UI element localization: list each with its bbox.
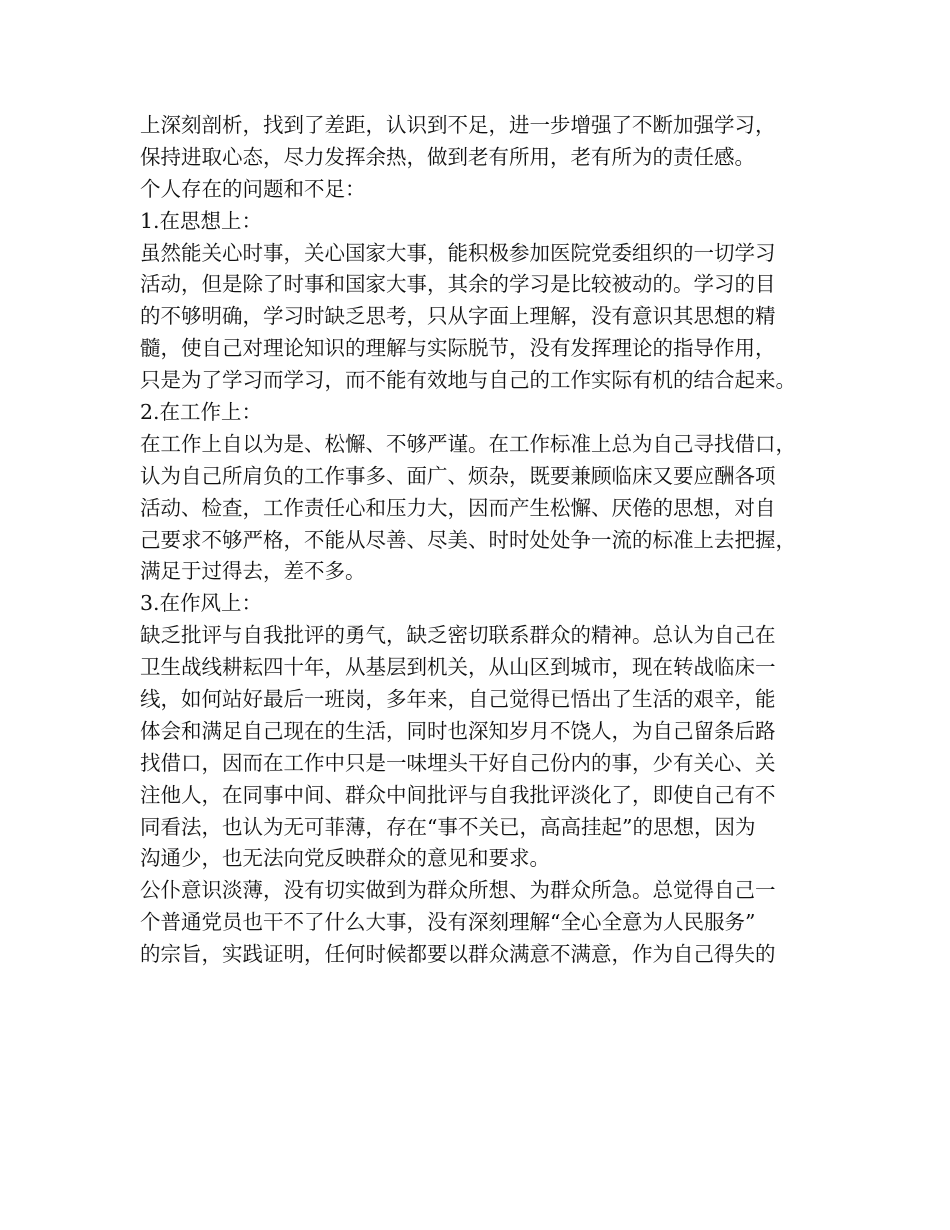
text-line: 只是为了学习而学习，而不能有效地与自己的工作实际有机的结合起来。	[140, 368, 796, 393]
text-line: 个普通党员也干不了什么大事，没有深刻理解“全心全意为人民服务”	[140, 910, 756, 935]
text-line: 虽然能关心时事，关心国家大事，能积极参加医院党委组织的一切学习	[140, 240, 776, 265]
text-line: 保持进取心态，尽力发挥余热，做到老有所用，老有所为的责任感。	[140, 144, 755, 169]
text-line: 在工作上自以为是、松懈、不够严谨。在工作标准上总为自己寻找借口，	[140, 431, 796, 456]
text-line: 线，如何站好最后一班岗，多年来，自己觉得已悟出了生活的艰辛，能	[140, 687, 776, 712]
text-line: 满足于过得去，差不多。	[140, 559, 366, 584]
text-line: 己要求不够严格，不能从尽善、尽美、时时处处争一流的标准上去把握，	[140, 527, 796, 552]
text-line: 卫生战线耕耘四十年，从基层到机关，从山区到城市，现在转战临床一	[140, 655, 776, 680]
section-heading: 个人存在的问题和不足：	[140, 176, 366, 201]
subsection-heading: 3.在作风上：	[140, 591, 263, 616]
text-line: 髓，使自己对理论知识的理解与实际脱节，没有发挥理论的指导作用，	[140, 336, 776, 361]
text-line: 同看法，也认为无可菲薄，存在“事不关已，高高挂起”的思想，因为	[140, 814, 756, 839]
text-line: 找借口，因而在工作中只是一味埋头干好自己份内的事，少有关心、关	[140, 750, 776, 775]
subsection-heading: 2.在工作上：	[140, 400, 263, 425]
text-line: 沟通少，也无法向党反映群众的意见和要求。	[140, 846, 550, 871]
document-body	[140, 110, 840, 971]
text-line: 的不够明确，学习时缺乏思考，只从字面上理解，没有意识其思想的精	[140, 304, 776, 329]
text-line: 体会和满足自己现在的生活，同时也深知岁月不饶人，为自己留条后路	[140, 718, 776, 743]
text-line: 活动，但是除了时事和国家大事，其余的学习是比较被动的。学习的目	[140, 272, 776, 297]
text-line: 认为自己所肩负的工作事多、面广、烦杂，既要兼顾临床又要应酬各项	[140, 463, 776, 488]
text-line: 活动、检查，工作责任心和压力大，因而产生松懈、厌倦的思想，对自	[140, 495, 776, 520]
text-line: 缺乏批评与自我批评的勇气，缺乏密切联系群众的精神。总认为自己在	[140, 623, 776, 648]
text-line: 的宗旨，实践证明，任何时候都要以群众满意不满意，作为自己得失的	[140, 942, 776, 967]
text-line: 注他人，在同事中间、群众中间批评与自我批评淡化了，即使自己有不	[140, 782, 776, 807]
subsection-heading: 1.在思想上：	[140, 208, 263, 233]
text-line: 公仆意识淡薄，没有切实做到为群众所想、为群众所急。总觉得自己一	[140, 878, 776, 903]
text-line: 上深刻剖析，找到了差距，认识到不足，进一步增强了不断加强学习，	[140, 113, 776, 137]
